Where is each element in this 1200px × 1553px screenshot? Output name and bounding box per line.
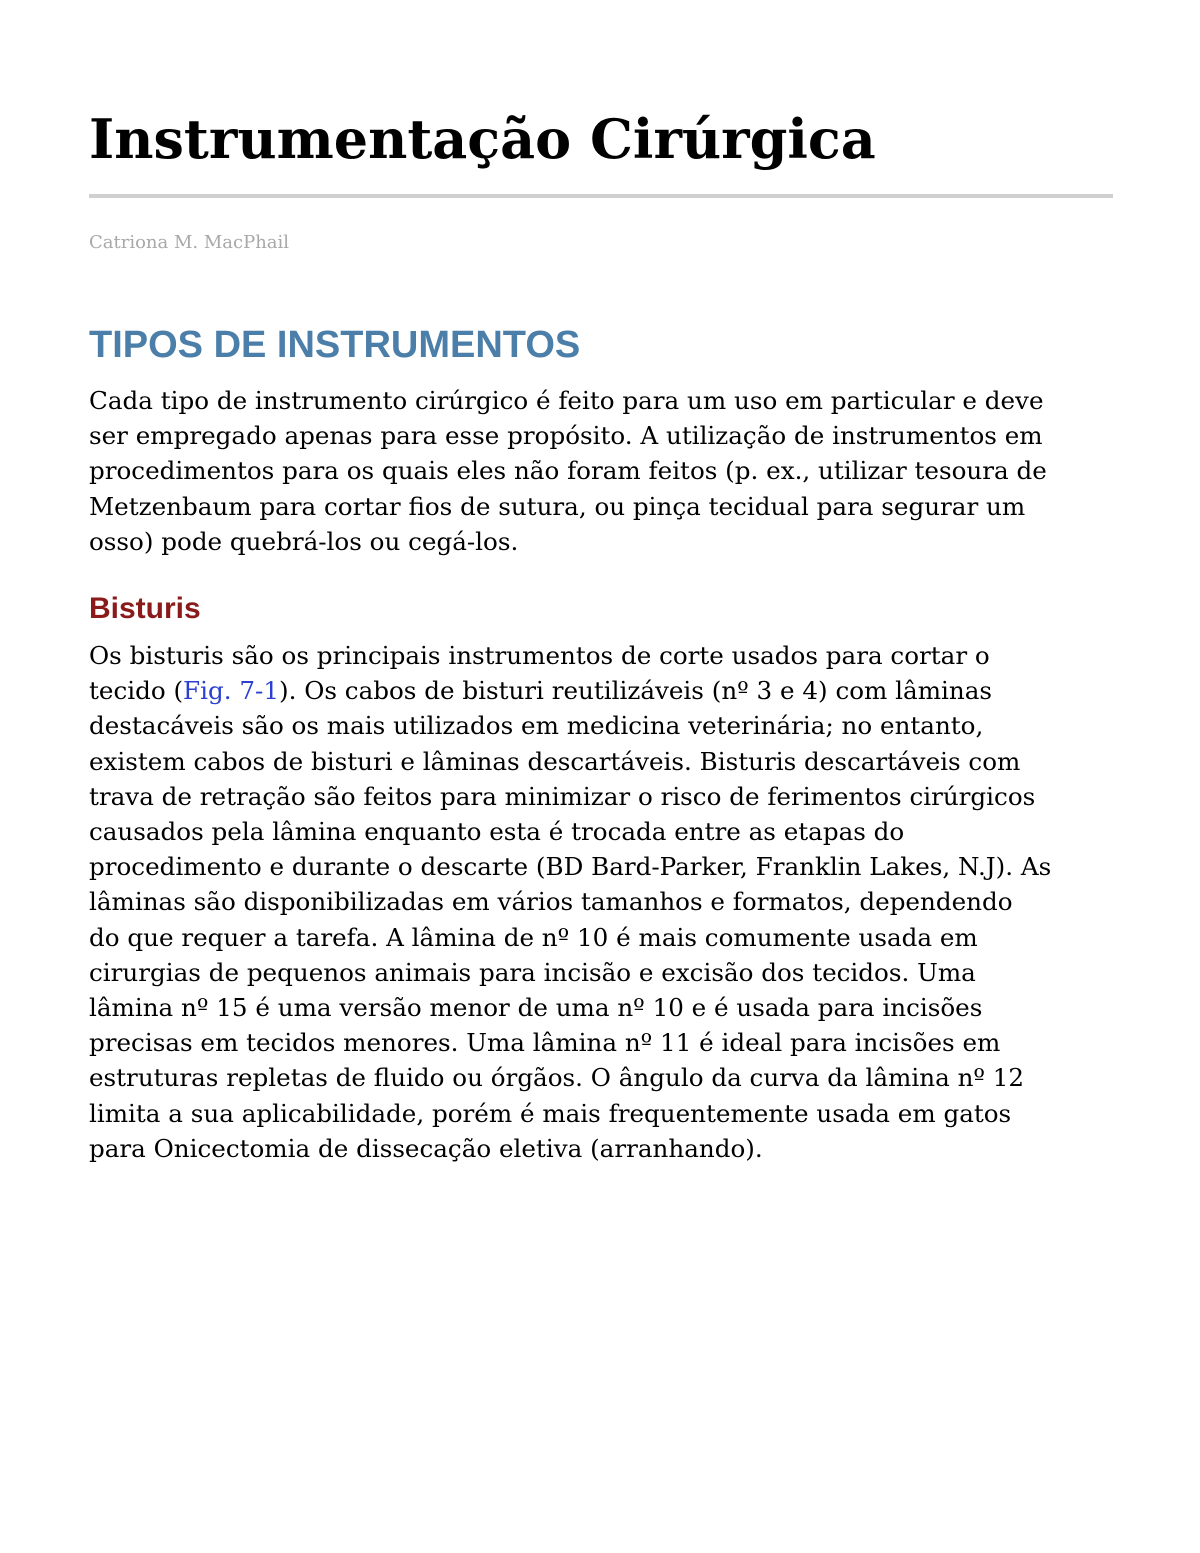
paragraph-line: cirurgias de pequenos animais para incisão e excisão dos tecidos. Uma	[89, 957, 976, 987]
document-title: Instrumentação Cirúrgica	[89, 107, 876, 171]
author-name: Catriona M. MacPhail	[89, 232, 290, 253]
paragraph-line: do que requer a tarefa. A lâmina de nº 10 é mais comumente usada em	[89, 922, 978, 952]
paragraph-line: procedimentos para os quais eles não foram feitos (p. ex., utilizar tesoura de	[89, 456, 1047, 486]
section-paragraph	[89, 383, 1113, 559]
paragraph-line: Os bisturis são os principais instrumentos de corte usados para cortar o	[89, 641, 990, 670]
paragraph-line: para Onicectomia de dissecação eletiva (arranhando).	[89, 1133, 763, 1163]
paragraph-line: osso) pode quebrá-los ou cegá-los.	[89, 526, 519, 556]
paragraph-line: limita a sua aplicabilidade, porém é mais frequentemente usada em gatos	[89, 1098, 1012, 1128]
title-divider	[89, 194, 1113, 198]
paragraph-line: Metzenbaum para cortar fios de sutura, ou pinça tecidual para segurar um	[89, 491, 1026, 521]
figure-link[interactable]: Fig. 7-1	[183, 676, 279, 706]
paragraph-line: trava de retração são feitos para minimizar o risco de ferimentos cirúrgicos	[89, 781, 1036, 811]
paragraph-line: existem cabos de bisturi e lâminas descartáveis. Bisturis descartáveis com	[89, 746, 1021, 776]
paragraph-line	[89, 673, 1113, 708]
subsection-paragraph	[89, 638, 1113, 1166]
paragraph-line: lâminas são disponibilizadas em vários tamanhos e formatos, dependendo	[89, 887, 1013, 917]
paragraph-line: destacáveis são os mais utilizados em medicina veterinária; no entanto,	[89, 711, 984, 741]
paragraph-line: precisas em tecidos menores. Uma lâmina nº 11 é ideal para incisões em	[89, 1028, 1001, 1058]
paragraph-line: Cada tipo de instrumento cirúrgico é feito para um uso em particular e deve	[89, 386, 1044, 415]
paragraph-line: ser empregado apenas para esse propósito. A utilização de instrumentos em	[89, 421, 1043, 451]
line-text: tecido (	[89, 676, 184, 706]
line-text: ). Os cabos de bisturi reutilizáveis (nº 3 e 4) com lâminas	[278, 676, 993, 706]
paragraph-line: lâmina nº 15 é uma versão menor de uma nº 10 e é usada para incisões	[89, 993, 983, 1023]
paragraph-line: causados pela lâmina enquanto esta é trocada entre as etapas do	[89, 817, 905, 847]
subsection-heading: Bisturis	[89, 592, 201, 625]
section-heading: TIPOS DE INSTRUMENTOS	[89, 324, 581, 366]
paragraph-line: procedimento e durante o descarte (BD Bard-Parker, Franklin Lakes, N.J). As	[89, 852, 1052, 882]
paragraph-line: estruturas repletas de fluido ou órgãos. O ângulo da curva da lâmina nº 12	[89, 1063, 1025, 1093]
